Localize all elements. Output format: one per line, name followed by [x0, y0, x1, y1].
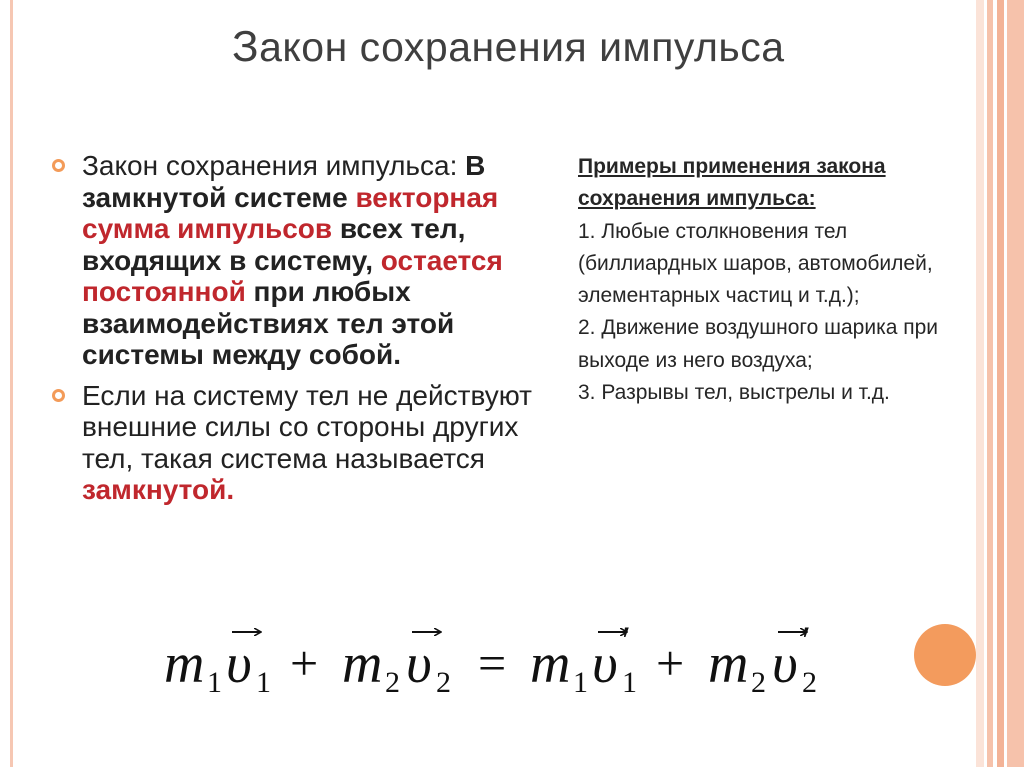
- right-frame-stripes: [976, 0, 1024, 767]
- closed-system-text: Если на систему тел не действуют внешние силы со стороны других тел, такая система называется: [82, 379, 532, 474]
- law-all-bodies-text: всех тел, входящих в систему,: [82, 213, 466, 276]
- subscript-2: 2: [802, 666, 817, 699]
- bullet-closed-system: [40, 380, 570, 506]
- slide-title: [232, 22, 785, 72]
- momentum-formula: [160, 610, 880, 710]
- example-item: 2. Движение воздушного шарика при выходе из него воздуха;: [578, 316, 939, 372]
- decorative-orange-circle: [914, 624, 976, 686]
- velocity-symbol: υ: [772, 633, 798, 695]
- example-item: 1. Любые столкновения тел (биллиардных шаров, автомобилей, элементарных частиц и т.д.);: [578, 219, 933, 308]
- mass-symbol: m: [530, 633, 571, 695]
- closed-system-highlight: замкнутой.: [82, 474, 235, 505]
- examples-block: [578, 151, 978, 409]
- plus-sign: +: [656, 635, 685, 691]
- prime-mark: ′: [802, 618, 811, 663]
- law-intro-text: Закон сохранения импульса:: [82, 150, 466, 181]
- law-vector-sum-highlight: векторная сумма импульсов: [82, 181, 499, 244]
- velocity-symbol: υ: [406, 633, 432, 695]
- mass-symbol: m: [164, 633, 205, 695]
- prime-mark: ′: [622, 618, 631, 663]
- left-frame-line: [10, 0, 13, 767]
- plus-sign: +: [290, 635, 319, 691]
- title-rest: акон сохранения импульса: [259, 24, 785, 70]
- bullet-law-definition: [40, 150, 570, 371]
- subscript-2: 2: [436, 666, 451, 699]
- example-item: 3. Разрывы тел, выстрелы и т.д.: [578, 381, 890, 405]
- subscript-1: 1: [207, 666, 222, 699]
- velocity-symbol: υ: [592, 633, 618, 695]
- law-constant-highlight: остается постоянной: [82, 244, 503, 307]
- mass-symbol: m: [342, 633, 383, 695]
- bullet-circle-icon: [52, 389, 65, 402]
- examples-heading: Примеры применения закона сохранения импульса:: [578, 155, 886, 211]
- subscript-2: 2: [385, 666, 400, 699]
- law-interactions-text: при любых взаимодействиях тел этой системы между собой.: [82, 276, 455, 370]
- subscript-1: 1: [573, 666, 588, 699]
- main-bullets: [40, 150, 570, 506]
- subscript-1: 1: [622, 666, 637, 699]
- formula-svg: [160, 610, 880, 710]
- law-closed-system-text: В замкнутой системе: [82, 150, 486, 213]
- subscript-2: 2: [751, 666, 766, 699]
- subscript-1: 1: [256, 666, 271, 699]
- equals-sign: =: [478, 635, 507, 691]
- title-first-letter: З: [232, 22, 260, 71]
- mass-symbol: m: [708, 633, 749, 695]
- bullet-circle-icon: [52, 159, 65, 172]
- velocity-symbol: υ: [226, 633, 252, 695]
